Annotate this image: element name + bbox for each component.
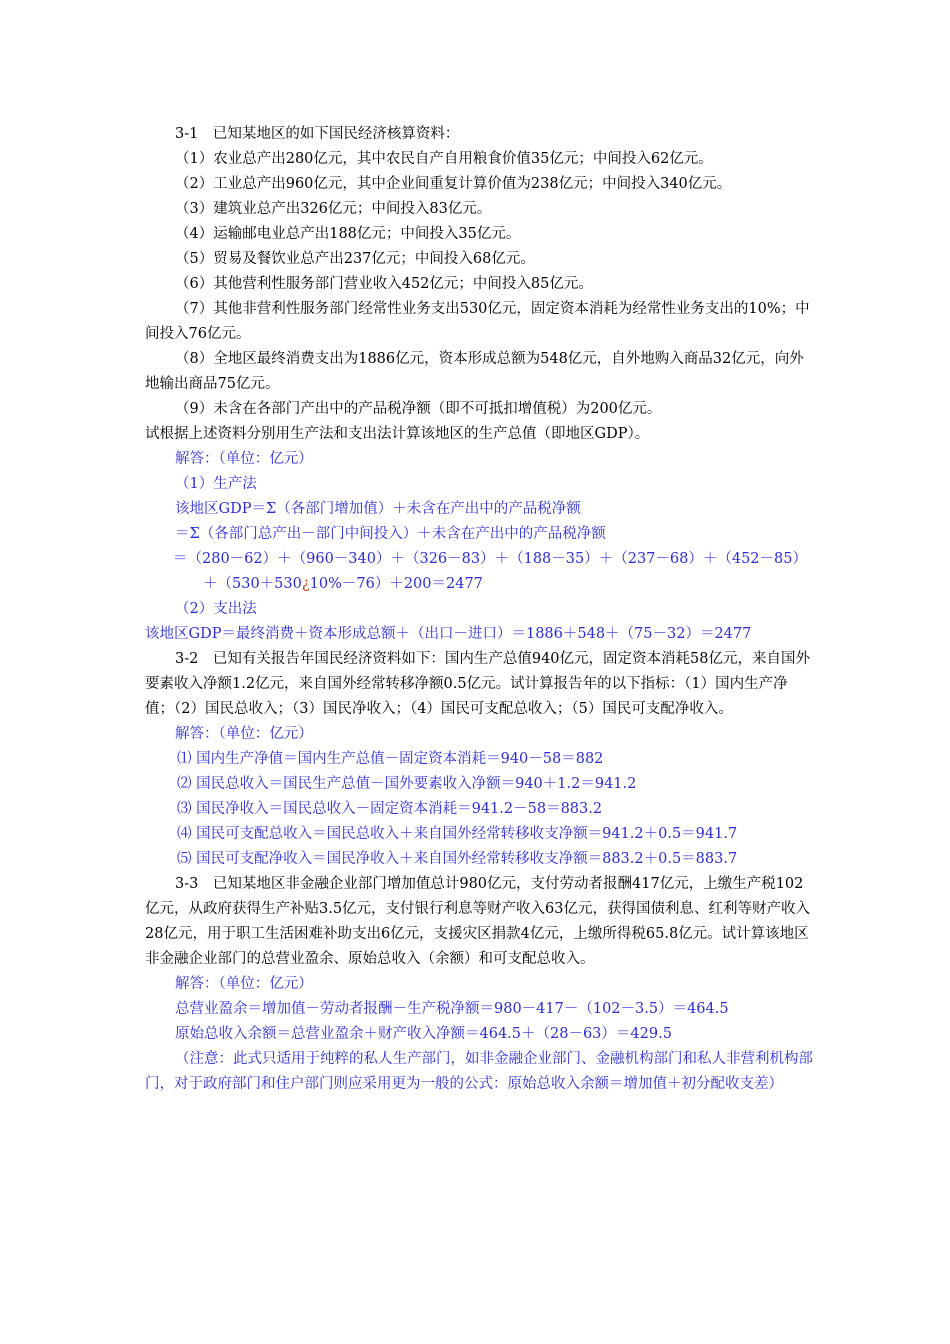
q2-answer-4: ⑷ 国民可支配总收入＝国民总收入＋来自国外经常转移收支净额＝941.2＋0.5＝941.7	[177, 826, 738, 842]
q2-answer-1: ⑴ 国内生产净值＝国内生产总值－固定资本消耗＝940－58＝882	[177, 751, 604, 767]
q1-method1-label: （1）生产法	[175, 476, 257, 492]
q1-item-5: （5）贸易及餐饮业总产出237亿元；中间投入68亿元。	[175, 251, 535, 267]
q1-method1-line1: 该地区GDP＝Σ（各部门增加值）＋未含在产出中的产品税净额	[175, 501, 581, 517]
q1-method2-label: （2）支出法	[175, 601, 257, 617]
q2-text: 3-2 已知有关报告年国民经济资料如下：国内生产总值940亿元，固定资本消耗58亿元，来自国外要素收入净额1.2亿元，来自国外经常转移净额0.5亿元。试计算报告年的以下指标：（1）国内生产净值；（2）国民总收入；（3）国民净收入；（4）国民可支配总收入；（5）国民可支配净收入。	[145, 651, 810, 717]
q1-item-6: （6）其他营利性服务部门营业收入452亿元；中间投入85亿元。	[175, 276, 593, 292]
q2-answer-label: 解答：（单位：亿元）	[175, 726, 313, 742]
q1-title: 3-1 已知某地区的如下国民经济核算资料：	[175, 126, 460, 142]
q1-item-7: （7）其他非营利性服务部门经常性业务支出530亿元，固定资本消耗为经常性业务支出的10%；中间投入76亿元。	[145, 301, 810, 342]
q1-method1-line3-part2: 10%－76）＋200＝2477	[309, 576, 483, 592]
q1-item-2: （2）工业总产出960亿元，其中企业间重复计算价值为238亿元；中间投入340亿元。	[175, 176, 732, 192]
q1-method1-line2: ＝Σ（各部门总产出－部门中间投入）＋未含在产出中的产品税净额	[175, 526, 606, 542]
q2-answer-2: ⑵ 国民总收入＝国民生产总值－国外要素收入净额＝940＋1.2＝941.2	[177, 776, 637, 792]
q1-method1-line3-part1: ＝（280－62）＋（960－340）＋（326－83）＋（188－35）＋（237－68）＋（452－85）＋（530＋530	[173, 551, 807, 592]
q3-answer-line2: 原始总收入余额＝总营业盈余＋财产收入净额＝464.5＋（28－63）＝429.5	[175, 1026, 672, 1042]
q1-item-8: （8）全地区最终消费支出为1886亿元，资本形成总额为548亿元，自外地购入商品32亿元，向外地输出商品75亿元。	[145, 351, 804, 392]
q3-note: （注意：此式只适用于纯粹的私人生产部门，如非金融企业部门、金融机构部门和私人非营利机构部门，对于政府部门和住户部门则应采用更为一般的公式：原始总收入余额＝增加值＋初分配收支差）	[145, 1051, 813, 1092]
q1-item-9: （9）未含在各部门产出中的产品税净额（即不可抵扣增值税）为200亿元。	[175, 401, 662, 417]
q1-item-4: （4）运输邮电业总产出188亿元；中间投入35亿元。	[175, 226, 521, 242]
q1-method1-mark: ¿	[301, 576, 310, 592]
q2-answer-3: ⑶ 国民净收入＝国民总收入－固定资本消耗＝941.2－58＝883.2	[177, 801, 603, 817]
q1-method2-line1: 该地区GDP＝最终消费＋资本形成总额＋（出口－进口）＝1886＋548＋（75－32）＝2477	[145, 626, 752, 642]
q1-answer-label: 解答：（单位：亿元）	[175, 451, 313, 467]
q1-item-3: （3）建筑业总产出326亿元；中间投入83亿元。	[175, 201, 492, 217]
q1-item-1: （1）农业总产出280亿元，其中农民自产自用粮食价值35亿元；中间投入62亿元。	[175, 151, 713, 167]
q3-answer-line1: 总营业盈余＝增加值－劳动者报酬－生产税净额＝980－417－（102－3.5）＝464.5	[175, 1001, 729, 1017]
q1-question: 试根据上述资料分别用生产法和支出法计算该地区的生产总值（即地区GDP）。	[145, 426, 650, 442]
q3-text: 3-3 已知某地区非金融企业部门增加值总计980亿元，支付劳动者报酬417亿元，上缴生产税102亿元，从政府获得生产补贴3.5亿元，支付银行利息等财产收入63亿元，获得国债利息、红利等财产收入28亿元，用于职工生活困难补助支出6亿元，支援灾区捐款4亿元，上缴所得税65.8亿元。试计算该地区非金融企业部门的总营业盈余、原始总收入（余额）和可支配总收入。	[145, 876, 811, 967]
q1-method1-line3	[145, 547, 815, 597]
q2-answer-5: ⑸ 国民可支配净收入＝国民净收入＋来自国外经常转移收支净额＝883.2＋0.5＝883.7	[177, 851, 738, 867]
q3-answer-label: 解答：（单位：亿元）	[175, 976, 313, 992]
document-content	[145, 122, 815, 1097]
